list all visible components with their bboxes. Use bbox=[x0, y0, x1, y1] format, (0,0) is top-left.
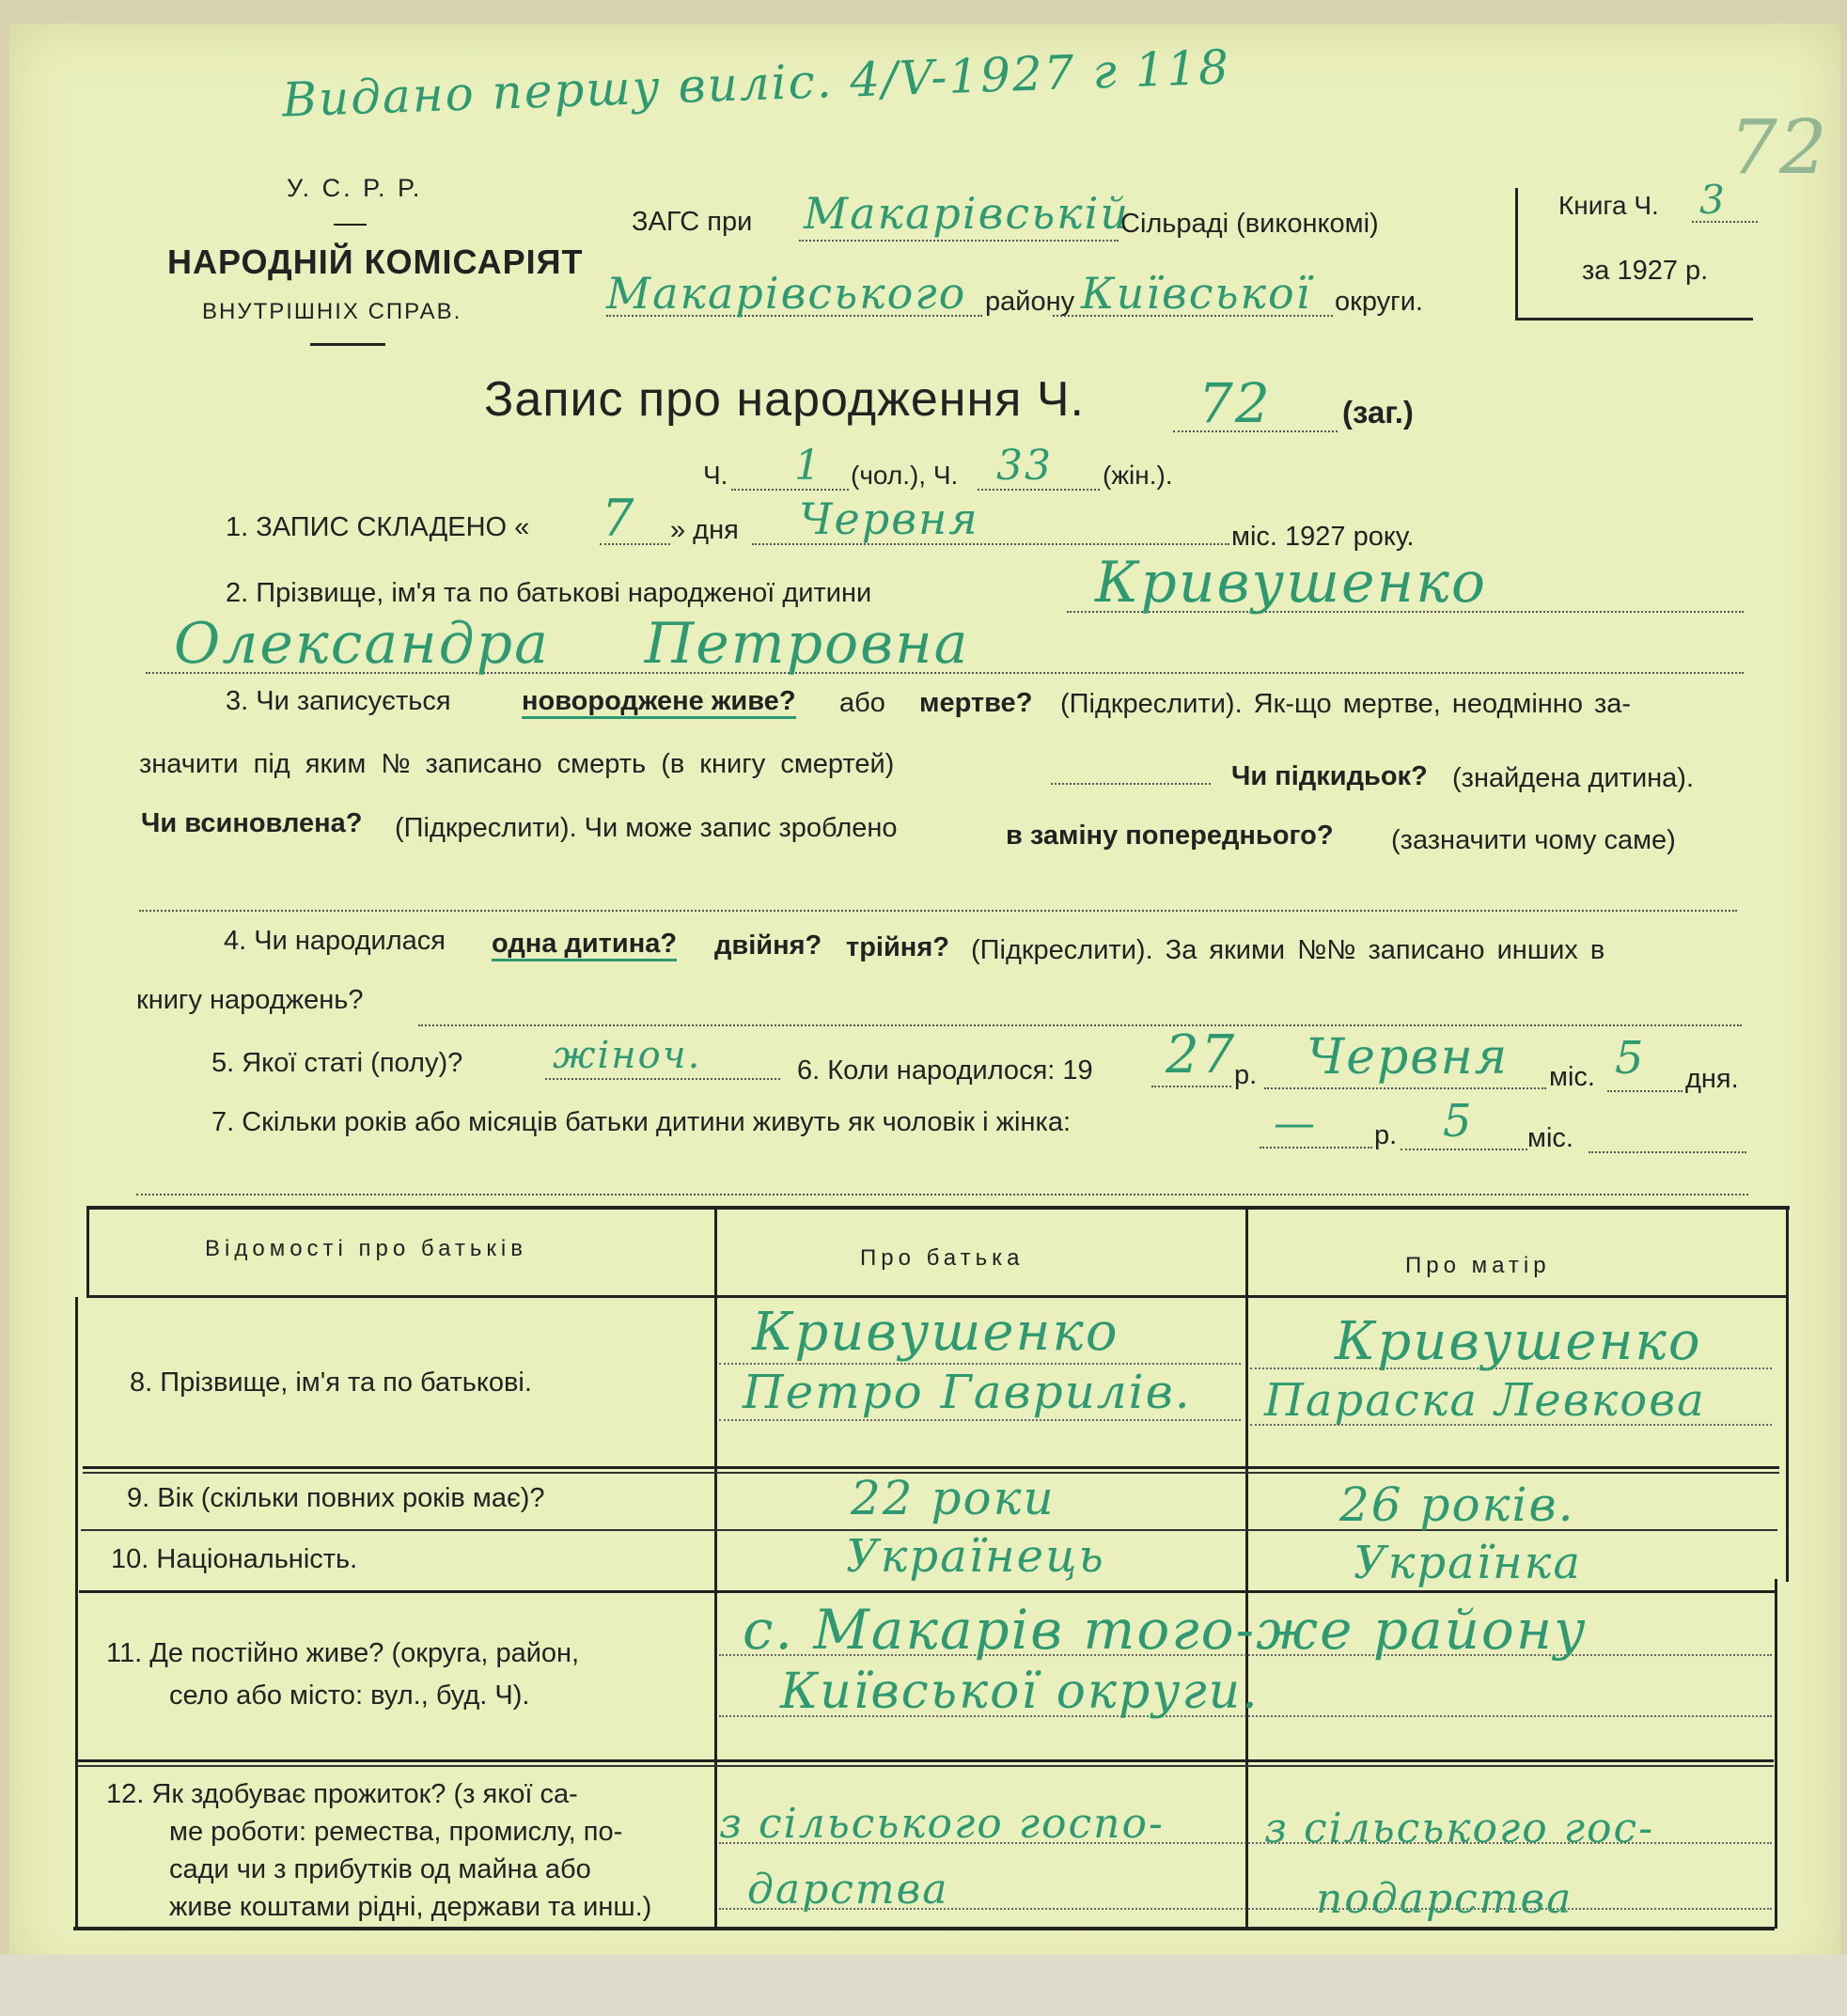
row10-father: Українець bbox=[846, 1530, 1105, 1583]
row8-mother-line1: Кривушенко bbox=[1335, 1311, 1702, 1372]
zags-okruha-label: округи. bbox=[1335, 287, 1423, 317]
q6-mis: міс. bbox=[1549, 1062, 1595, 1092]
q3-replacement: в заміну попереднього? bbox=[1006, 820, 1334, 851]
table-left-border bbox=[75, 1297, 78, 1927]
q4-f: книгу народжень? bbox=[136, 985, 364, 1015]
q6-day-line bbox=[1607, 1090, 1683, 1092]
q3-line1-a: 3. Чи записується bbox=[226, 686, 451, 716]
record-title: Запис про народження Ч. bbox=[484, 372, 1085, 427]
row12-label-line1: 12. Як здобуває прожиток? (з якої са- bbox=[106, 1779, 578, 1809]
q3-line3-d: (зазначити чому саме) bbox=[1391, 825, 1676, 855]
row10-label: 10. Національність. bbox=[111, 1544, 358, 1574]
top-handwritten-note: Видано першу виліс. 4/V-1927 г 118 bbox=[281, 39, 1231, 128]
row11-residence-line1: с. Макарів того-же району bbox=[743, 1598, 1588, 1662]
q3-alive-text: новороджене живе? bbox=[522, 686, 796, 719]
q3-reason-line bbox=[139, 910, 1737, 912]
q6-month: Червня bbox=[1307, 1029, 1510, 1086]
row9-father: 22 роки bbox=[851, 1471, 1056, 1525]
q5-label: 5. Якої статі (полу)? bbox=[211, 1048, 463, 1078]
book-number: 3 bbox=[1699, 177, 1727, 223]
q3-death-line bbox=[1051, 783, 1211, 785]
q7-r: р. bbox=[1374, 1120, 1398, 1150]
table-right-border-top bbox=[1786, 1206, 1789, 1582]
row8-father-line2: Петро Гаврилів. bbox=[743, 1365, 1192, 1419]
male-number: 1 bbox=[794, 442, 822, 490]
header-country: У. С. Р. Р. bbox=[287, 174, 423, 202]
row-divider-10 bbox=[79, 1590, 1776, 1593]
row12-mother-line1: з сільського гос- bbox=[1264, 1805, 1654, 1852]
table-right-border bbox=[1775, 1579, 1777, 1929]
q4-single-text: одна дитина? bbox=[492, 929, 677, 961]
row-divider-11b bbox=[77, 1765, 1774, 1767]
zags-district-label: району bbox=[985, 287, 1075, 317]
q3-line1-e: (Підкреслити). Як-що мертве, неодмінно за- bbox=[1060, 689, 1632, 719]
female-label: (жін.). bbox=[1103, 461, 1173, 490]
row11-label-line2: село або місто: вул., буд. Ч). bbox=[169, 1680, 530, 1711]
page-number: 72 bbox=[1730, 103, 1829, 191]
q4-a: 4. Чи народилася bbox=[224, 926, 446, 956]
q3-line2-c: (знайдена дитина). bbox=[1452, 763, 1695, 793]
q2-surname: Кривушенко bbox=[1095, 550, 1488, 616]
row9-mother: 26 років. bbox=[1339, 1477, 1575, 1532]
row11-residence-line2: Київської округи. bbox=[780, 1664, 1260, 1720]
q7-end-line bbox=[1589, 1151, 1746, 1153]
q2-given: Олександра Петровна bbox=[174, 611, 970, 677]
row8-mother-line2: Параска Левкова bbox=[1264, 1374, 1706, 1427]
q7-label: 7. Скільки років або місяців батьки дитини живуть як чоловік і жінка: bbox=[211, 1107, 1072, 1137]
q6-year: 27 bbox=[1166, 1024, 1237, 1086]
zags-council-label: Сільраді (виконкомі) bbox=[1120, 209, 1379, 239]
q4-numbers-line bbox=[418, 1024, 1742, 1026]
q3-line3-b: (Підкреслити). Чи може запис зроблено bbox=[395, 813, 898, 843]
q6-day: 5 bbox=[1615, 1032, 1646, 1085]
table-top-border bbox=[86, 1206, 1790, 1210]
row10-mother: Українка bbox=[1354, 1537, 1582, 1589]
q6-dnia: дня. bbox=[1685, 1064, 1739, 1094]
q5-sex-line bbox=[545, 1078, 780, 1080]
zags-district-value: Макарівського bbox=[606, 268, 967, 319]
q7-extra-line bbox=[136, 1194, 1748, 1196]
zags-prefix: ЗАГС при bbox=[632, 207, 753, 237]
q6-r: р. bbox=[1234, 1060, 1258, 1090]
subnumber-prefix: Ч. bbox=[703, 461, 728, 490]
page-bottom-edge bbox=[0, 1955, 1847, 2016]
record-suffix: (заг.) bbox=[1342, 395, 1414, 430]
q4-single-option bbox=[492, 929, 677, 960]
q3-foundling: Чи підкидьок? bbox=[1231, 761, 1428, 791]
q3-line2-a: значити під яким № записано смерть (в книгу смертей) bbox=[139, 749, 895, 779]
book-label: Книга Ч. bbox=[1558, 191, 1659, 220]
q7-years: — bbox=[1274, 1100, 1317, 1148]
zags-council-value: Макарівській bbox=[804, 188, 1130, 239]
father-name-line-2 bbox=[719, 1419, 1241, 1421]
row12-father-line1: з сільського госпо- bbox=[719, 1800, 1165, 1848]
q6-label: 6. Коли народилося: 19 bbox=[797, 1055, 1093, 1086]
col-header-mother: Про матір bbox=[1405, 1253, 1551, 1278]
row9-label: 9. Вік (скільки повних років має)? bbox=[127, 1483, 545, 1513]
header-department: ВНУТРІШНІХ СПРАВ. bbox=[202, 299, 462, 324]
q1-label: 1. ЗАПИС СКЛАДЕНО « bbox=[226, 512, 530, 542]
row12-label-line3: сади чи з прибутків од майна або bbox=[169, 1854, 591, 1884]
q1-end: міс. 1927 року. bbox=[1231, 522, 1415, 552]
row12-father-line2: дарства bbox=[747, 1866, 949, 1914]
table-col-divider-1 bbox=[714, 1208, 717, 1927]
q3-adopted: Чи всиновлена? bbox=[141, 808, 363, 838]
table-left-border-top bbox=[86, 1206, 89, 1295]
q7-mis: міс. bbox=[1527, 1123, 1573, 1153]
q4-triplets-option: трійня? bbox=[846, 932, 949, 962]
col-header-info: Відомості про батьків bbox=[205, 1236, 527, 1261]
zags-okruha-value: Київської bbox=[1081, 268, 1312, 319]
row12-label-line2: ме роботи: ремества, промислу, по- bbox=[169, 1817, 623, 1847]
row-divider-8 bbox=[83, 1466, 1779, 1469]
row-divider-11 bbox=[77, 1759, 1774, 1762]
row8-label: 8. Прізвище, ім'я та по батькові. bbox=[130, 1367, 532, 1398]
book-year: за 1927 р. bbox=[1582, 256, 1709, 286]
row12-mother-line2: подарства bbox=[1316, 1875, 1573, 1923]
q6-month-line bbox=[1264, 1087, 1546, 1089]
q3-alive-option bbox=[522, 686, 796, 717]
q6-year-line bbox=[1151, 1086, 1231, 1087]
table-header-divider bbox=[86, 1295, 1786, 1298]
header-dash bbox=[334, 224, 367, 226]
table-col-divider-2 bbox=[1245, 1208, 1248, 1927]
row12-label-line4: живе коштами рідні, держави та инш.) bbox=[169, 1892, 652, 1922]
col-header-father: Про батька bbox=[860, 1245, 1025, 1271]
q3-line1-c: або bbox=[839, 688, 885, 718]
record-number: 72 bbox=[1198, 371, 1272, 435]
q7-months: 5 bbox=[1443, 1095, 1474, 1148]
q3-dead-option: мертве? bbox=[919, 688, 1033, 718]
header-commissariat: НАРОДНІЙ КОМІСАРІЯТ bbox=[167, 242, 584, 281]
q1-mid: » дня bbox=[670, 515, 739, 545]
q1-day: 7 bbox=[602, 489, 636, 548]
zags-council-line bbox=[799, 240, 1119, 242]
row11-label-line1: 11. Де постійно живе? (округа, район, bbox=[106, 1638, 580, 1668]
female-number: 33 bbox=[996, 442, 1053, 490]
q1-month: Червня bbox=[799, 493, 979, 544]
q2-label: 2. Прізвище, ім'я та по батькові народженої дитини bbox=[226, 578, 872, 608]
header-rule bbox=[310, 343, 385, 346]
q5-sex-value: жіноч. bbox=[553, 1034, 702, 1077]
q4-e: (Підкреслити). За якими №№ записано инших в bbox=[971, 935, 1605, 965]
q7-months-line bbox=[1401, 1149, 1527, 1150]
table-bottom-border bbox=[73, 1927, 1775, 1930]
male-label: (чол.), Ч. bbox=[851, 461, 959, 490]
q4-twins-option: двійня? bbox=[714, 930, 822, 961]
male-number-line bbox=[731, 489, 849, 491]
row8-father-line1: Кривушенко bbox=[752, 1302, 1119, 1363]
